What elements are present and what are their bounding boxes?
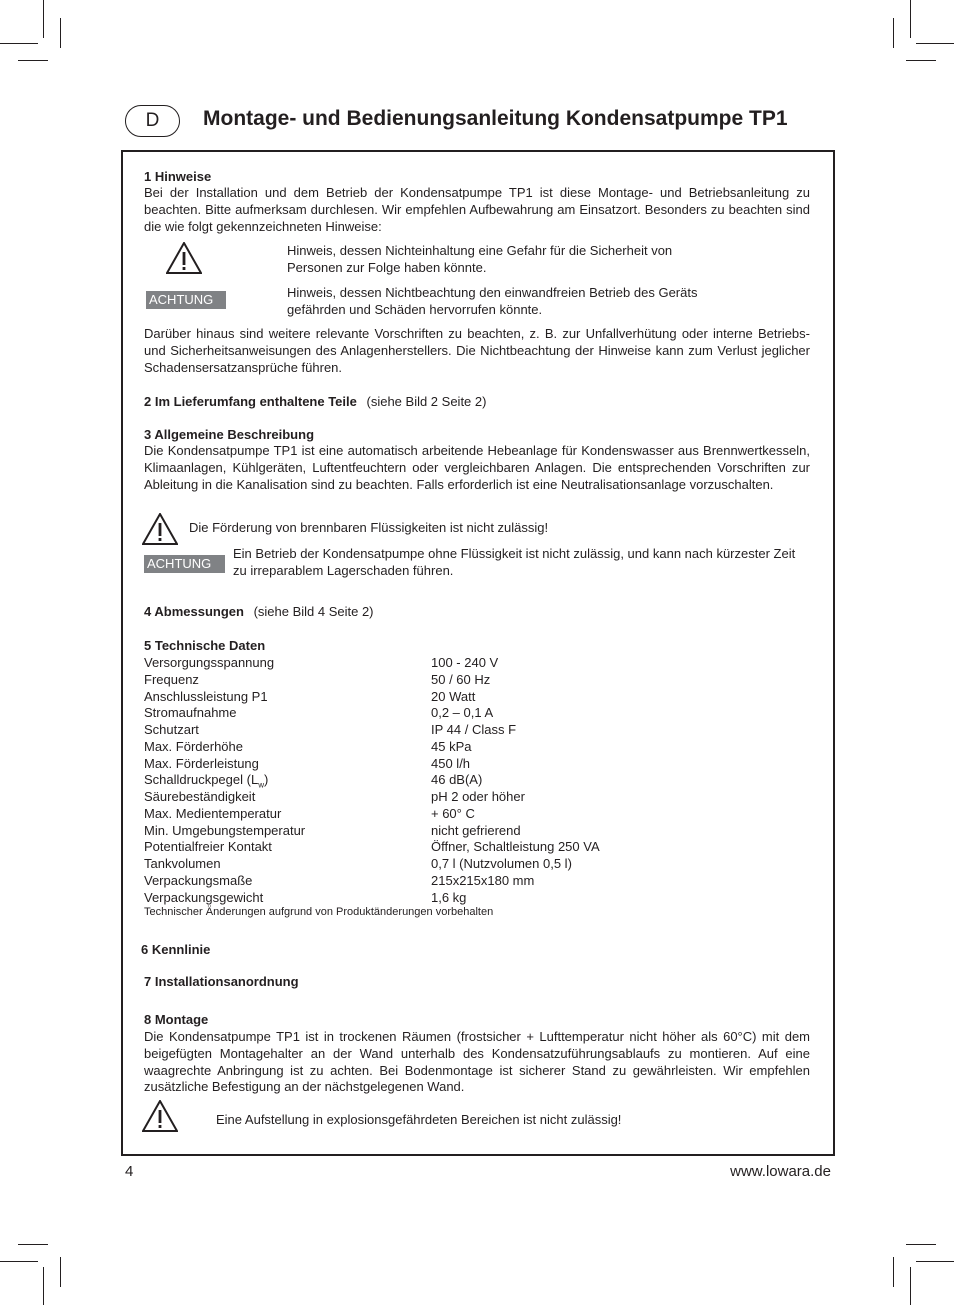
section-1-heading: 1 Hinweise: [144, 169, 212, 184]
spec-value: 215x215x180 mm: [431, 872, 535, 888]
spec-label: Schalldruckpegel $(L_w)$: [144, 772, 269, 790]
page-title: Montage- und Bedienungsanleitung Kondensatpumpe TP1: [203, 107, 788, 130]
spec-value: IP 44 / Class F: [431, 722, 517, 737]
spec-label: Min. Umgebungstemperatur: [144, 822, 306, 838]
spec-value: 1,6 kg: [431, 889, 467, 905]
section-8-warning-text: Eine Aufstellung in explosionsgefährdeten Bereichen ist nicht zulässig!: [216, 1112, 622, 1127]
section-1-intro: Bei der Installation und dem Betrieb der Kondensatpumpe TP1 ist diese Montage- und Betriebsanleitung zu beachten. Bitte aufmerksam durchlesen. Wir empfehlen Aufbewahrung am Einsatzort. Besonders zu beachten sind die wie folgt gekennzeichneten Hinweise:: [144, 185, 810, 234]
spec-value: 450 l/h: [431, 755, 471, 771]
section-5-heading: 5 Technische Daten: [144, 638, 266, 653]
warning-triangle-icon: [142, 513, 178, 545]
language-badge: D: [125, 105, 180, 137]
warning-triangle-icon: [142, 1100, 178, 1132]
section-6-heading: 6 Kennlinie: [141, 942, 211, 957]
section-1-warning-text: Hinweis, dessen Nichteinhaltung eine Gefahr für die Sicherheit von Personen zur Folge haben könnte.: [287, 243, 673, 275]
spec-label: Max. Medientemperatur: [144, 805, 282, 821]
section-2-ref: (siehe Bild 2 Seite 2): [366, 394, 487, 409]
section-3-warning-text: Die Förderung von brennbaren Flüssigkeiten ist nicht zulässig!: [189, 520, 549, 535]
spec-label: Tankvolumen: [144, 856, 221, 871]
section-3-achtung-text: Ein Betrieb der Kondensatpumpe ohne Flüssigkeit ist nicht zulässig, und kann nach kürzester Zeit zu irreparablem Lagerschaden führen.: [233, 546, 796, 578]
section-2-line: [144, 394, 810, 411]
spec-value: + 60° C: [431, 805, 475, 821]
spec-label: Säurebeständigkeit: [144, 789, 256, 804]
spec-label: Potentialfreier Kontakt: [144, 839, 272, 855]
spec-value: 0,2 – 0,1 A: [431, 705, 494, 721]
spec-label: Schutzart: [144, 722, 199, 737]
section-4-heading: 4 Abmessungen: [144, 604, 244, 619]
section-4-line: [144, 604, 810, 621]
spec-value: nicht gefrierend: [431, 822, 521, 838]
spec-value: 0,7 l (Nutzvolumen 0,5 l): [431, 856, 572, 871]
section-1-outro: Darüber hinaus sind weitere relevante Vorschriften zu beachten, z. B. zur Unfallverhütung oder interne Betriebs- und Sicherheitsanweisungen des Anlagenherstellers. Die Nichtbeachtung der Hinweise kann zum Verlust jeglicher Schadensersatzansprüche führen.: [144, 326, 810, 375]
spec-value: 46 dB(A): [431, 772, 483, 788]
spec-label: Verpackungsmaße: [144, 872, 253, 888]
spec-value: 100 - 240 V: [431, 655, 499, 670]
spec-label: Versorgungsspannung: [144, 655, 275, 670]
section-3-heading: 3 Allgemeine Beschreibung: [144, 427, 315, 442]
section-8-heading: 8 Montage: [144, 1012, 209, 1027]
section-1-achtung-text: Hinweis, dessen Nichtbeachtung den einwandfreien Betrieb des Geräts gefährden und Schäden hervorrufen könnte.: [287, 285, 698, 317]
spec-value: 45 kPa: [431, 738, 472, 754]
spec-footnote: Technischer Änderungen aufgrund von Produktänderungen vorbehalten: [144, 906, 494, 918]
spec-value: pH 2 oder höher: [431, 789, 525, 804]
spec-value: Öffner, Schaltleistung 250 VA: [431, 839, 600, 855]
spec-label: Max. Förderleistung: [144, 755, 259, 771]
section-4-ref: (siehe Bild 4 Seite 2): [253, 604, 374, 619]
section-2-heading: 2 Im Lieferumfang enthaltene Teile: [144, 394, 357, 409]
section-8-body: Die Kondensatpumpe TP1 ist in trockenen Räumen (frostsicher + Lufttemperatur nicht höher als 60°C) mit dem beigefügten Montagehalter an der Wand unterhalb des Kondensatzuführungsablaufs zu montieren. Auf eine waagrechte Anbringung ist zu achten. Bei Bodenmontage ist sicherer Stand zu gewährleisten. Wir empfehlen zusätzliche Befestigung an der nächstgelegenen Wand.: [144, 1029, 810, 1095]
achtung-badge: ACHTUNG: [144, 555, 225, 573]
spec-label: Frequenz: [144, 671, 199, 687]
section-3-body: Die Kondensatpumpe TP1 ist eine automatisch arbeitende Hebeanlage für Kondenswasser aus Brennwertkesseln, Klimaanlagen, Kühlgeräten, Luftentfeuchtern oder vergleichbaren Anlagen. Die entsprechenden Vorschriften zur Ableitung in die Kanalisation sind zu beachten. Falls erforderlich ist eine Neutralisationsanlage vorzuschalten.: [144, 443, 810, 492]
spec-label: Anschlussleistung P1: [144, 688, 268, 704]
section-7-heading: 7 Installationsanordnung: [144, 974, 299, 989]
website-link[interactable]: www.lowara.de: [730, 1163, 831, 1180]
achtung-badge: ACHTUNG: [146, 291, 226, 309]
page-number: 4: [125, 1163, 134, 1180]
spec-label: Stromaufnahme: [144, 705, 237, 721]
warning-triangle-icon: [166, 242, 202, 274]
spec-value: 20 Watt: [431, 688, 476, 704]
spec-value: 50 / 60 Hz: [431, 671, 491, 687]
spec-label: Max. Förderhöhe: [144, 738, 243, 754]
spec-label: Verpackungsgewicht: [144, 889, 264, 905]
